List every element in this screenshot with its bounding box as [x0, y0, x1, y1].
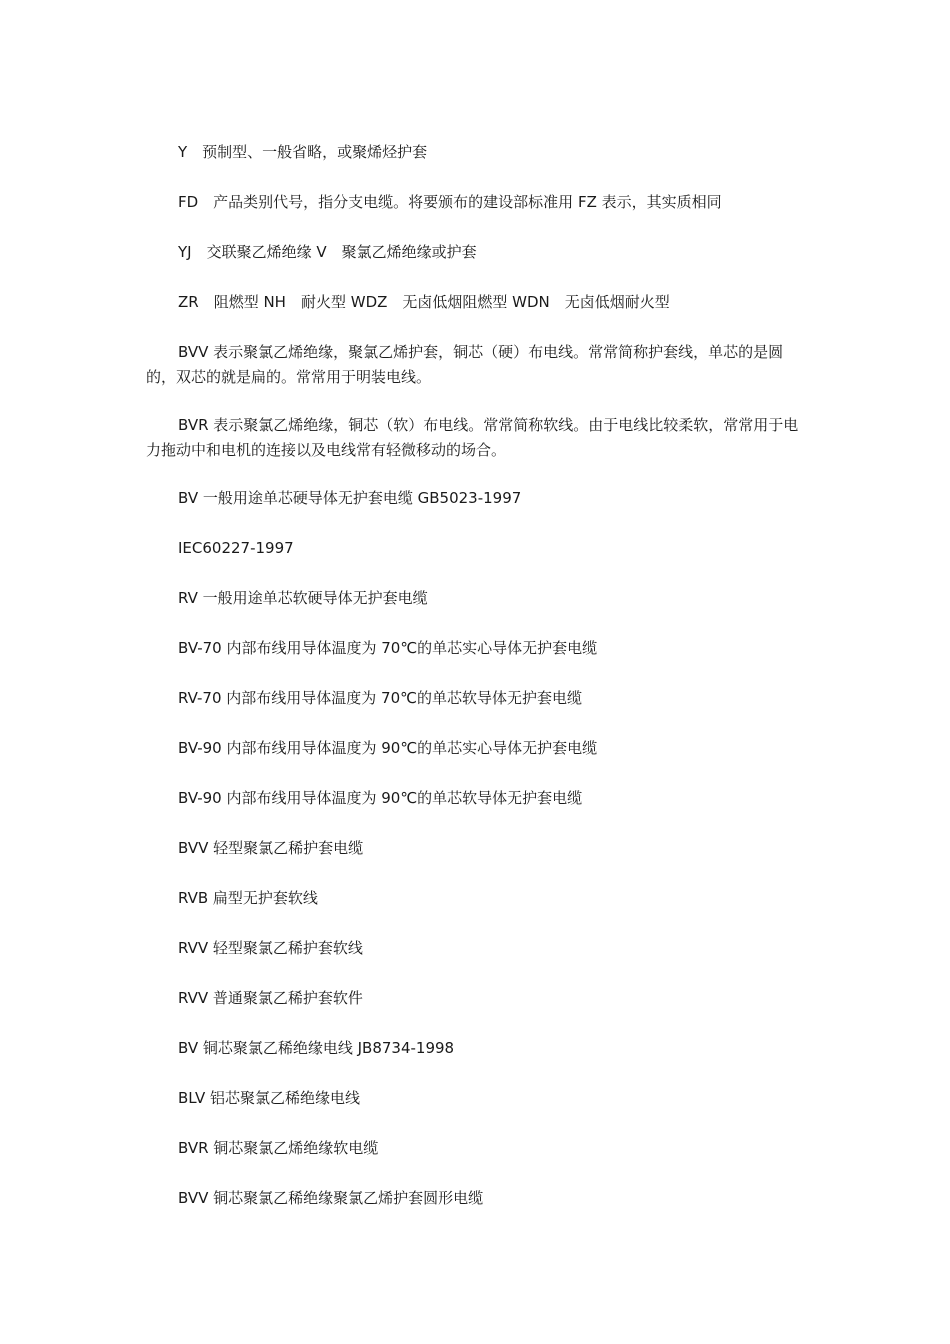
paragraph-rvv-light: RVV 轻型聚氯乙稀护套软线 — [178, 939, 363, 957]
paragraph-y: Y 预制型、一般省略，或聚烯烃护套 — [178, 143, 428, 161]
paragraph-rvb: RVB 扁型无护套软线 — [178, 889, 318, 907]
paragraph-blv: BLV 铝芯聚氯乙稀绝缘电线 — [178, 1089, 361, 1107]
document-body — [146, 140, 810, 1236]
paragraph-bvv-light: BVV 轻型聚氯乙稀护套电缆 — [178, 839, 364, 857]
paragraph-bv-general: BV 一般用途单芯硬导体无护套电缆 GB5023-1997 — [178, 489, 522, 507]
paragraph-rv-70: RV-70 内部布线用导体温度为 70℃的单芯软导体无护套电缆 — [178, 689, 582, 707]
paragraph-rvv-common: RVV 普通聚氯乙稀护套软件 — [178, 989, 363, 1007]
paragraph-bvv-copper-round: BVV 铜芯聚氯乙稀绝缘聚氯乙烯护套圆形电缆 — [178, 1189, 484, 1207]
paragraph-bv-70: BV-70 内部布线用导体温度为 70℃的单芯实心导体无护套电缆 — [178, 639, 598, 657]
paragraph-bvr-copper: BVR 铜芯聚氯乙烯绝缘软电缆 — [178, 1139, 379, 1157]
paragraph-yj: YJ 交联聚乙烯绝缘 V 聚氯乙烯绝缘或护套 — [178, 243, 477, 261]
paragraph-bvv-description: BVV 表示聚氯乙烯绝缘，聚氯乙烯护套，铜芯（硬）布电线。常常简称护套线，单芯的是圆的，双芯的就是扁的。常常用于明装电线。 — [146, 343, 784, 386]
paragraph-fd: FD 产品类别代号，指分支电缆。将要颁布的建设部标准用 FZ 表示，其实质相同 — [178, 193, 722, 211]
paragraph-rv-general: RV 一般用途单芯软硬导体无护套电缆 — [178, 589, 428, 607]
paragraph-zr: ZR 阻燃型 NH 耐火型 WDZ 无卤低烟阻燃型 WDN 无卤低烟耐火型 — [178, 293, 670, 311]
paragraph-bv-90-solid: BV-90 内部布线用导体温度为 90℃的单芯实心导体无护套电缆 — [178, 739, 598, 757]
paragraph-bvr-description: BVR 表示聚氯乙烯绝缘，铜芯（软）布电线。常常简称软线。由于电线比较柔软，常常用于电力拖动中和电机的连接以及电线常有轻微移动的场合。 — [146, 416, 799, 459]
paragraph-bv-90-soft: BV-90 内部布线用导体温度为 90℃的单芯软导体无护套电缆 — [178, 789, 583, 807]
paragraph-bv-copper: BV 铜芯聚氯乙稀绝缘电线 JB8734-1998 — [178, 1039, 455, 1057]
paragraph-iec: IEC60227-1997 — [178, 539, 294, 557]
